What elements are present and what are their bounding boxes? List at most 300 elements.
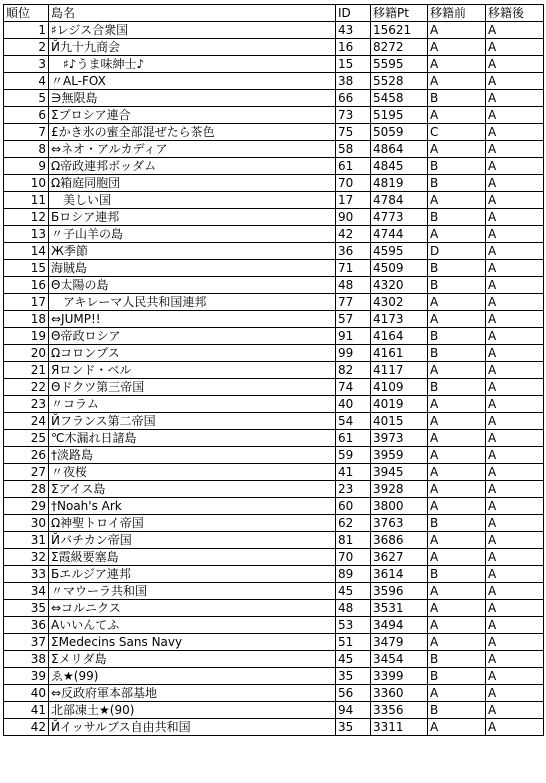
cell-after-transfer[interactable]: A xyxy=(486,158,544,175)
cell-before-transfer[interactable]: A xyxy=(428,498,486,515)
table-row[interactable] xyxy=(4,328,544,345)
cell-before-transfer[interactable]: A xyxy=(428,396,486,413)
cell-island-name[interactable]: アキレーマ人民共和国連邦 xyxy=(49,294,336,311)
cell-before-transfer[interactable]: A xyxy=(428,226,486,243)
cell-after-transfer[interactable]: A xyxy=(486,209,544,226)
cell-transfer-points[interactable]: 3596 xyxy=(371,583,428,600)
table-row[interactable] xyxy=(4,311,544,328)
cell-transfer-points[interactable]: 4015 xyxy=(371,413,428,430)
cell-before-transfer[interactable]: B xyxy=(428,260,486,277)
cell-id[interactable]: 59 xyxy=(336,447,371,464)
cell-before-transfer[interactable]: A xyxy=(428,549,486,566)
cell-before-transfer[interactable]: B xyxy=(428,345,486,362)
cell-transfer-points[interactable]: 4595 xyxy=(371,243,428,260)
cell-rank[interactable]: 6 xyxy=(4,107,49,124)
cell-before-transfer[interactable]: A xyxy=(428,22,486,39)
cell-rank[interactable]: 19 xyxy=(4,328,49,345)
cell-transfer-points[interactable]: 3686 xyxy=(371,532,428,549)
cell-transfer-points[interactable]: 4019 xyxy=(371,396,428,413)
cell-before-transfer[interactable]: A xyxy=(428,430,486,447)
cell-rank[interactable]: 23 xyxy=(4,396,49,413)
cell-before-transfer[interactable]: A xyxy=(428,141,486,158)
cell-rank[interactable]: 38 xyxy=(4,651,49,668)
cell-transfer-points[interactable]: 5595 xyxy=(371,56,428,73)
cell-id[interactable]: 99 xyxy=(336,345,371,362)
cell-id[interactable]: 35 xyxy=(336,719,371,736)
cell-after-transfer[interactable]: A xyxy=(486,600,544,617)
cell-transfer-points[interactable]: 4509 xyxy=(371,260,428,277)
cell-before-transfer[interactable]: A xyxy=(428,447,486,464)
cell-id[interactable]: 61 xyxy=(336,158,371,175)
header-island-name[interactable]: 島名 xyxy=(49,5,336,22)
cell-transfer-points[interactable]: 3800 xyxy=(371,498,428,515)
cell-id[interactable]: 62 xyxy=(336,515,371,532)
cell-after-transfer[interactable]: A xyxy=(486,294,544,311)
cell-after-transfer[interactable]: A xyxy=(486,192,544,209)
cell-id[interactable]: 51 xyxy=(336,634,371,651)
cell-id[interactable]: 42 xyxy=(336,226,371,243)
cell-island-name[interactable]: 北部凍土★(90) xyxy=(49,702,336,719)
cell-rank[interactable]: 26 xyxy=(4,447,49,464)
table-row[interactable] xyxy=(4,396,544,413)
cell-id[interactable]: 61 xyxy=(336,430,371,447)
cell-after-transfer[interactable]: A xyxy=(486,124,544,141)
cell-after-transfer[interactable]: A xyxy=(486,73,544,90)
cell-id[interactable]: 38 xyxy=(336,73,371,90)
cell-after-transfer[interactable]: A xyxy=(486,260,544,277)
table-row[interactable] xyxy=(4,243,544,260)
cell-island-name[interactable]: 〃子山羊の島 xyxy=(49,226,336,243)
cell-island-name[interactable]: Й九十九商会 xyxy=(49,39,336,56)
cell-rank[interactable]: 22 xyxy=(4,379,49,396)
cell-id[interactable]: 73 xyxy=(336,107,371,124)
cell-island-name[interactable]: ⇔ネオ・アルカディア xyxy=(49,141,336,158)
cell-transfer-points[interactable]: 4302 xyxy=(371,294,428,311)
cell-after-transfer[interactable]: A xyxy=(486,277,544,294)
header-before-transfer[interactable]: 移籍前 xyxy=(428,5,486,22)
cell-rank[interactable]: 29 xyxy=(4,498,49,515)
cell-rank[interactable]: 17 xyxy=(4,294,49,311)
cell-transfer-points[interactable]: 3454 xyxy=(371,651,428,668)
cell-island-name[interactable]: Σ霞級要塞島 xyxy=(49,549,336,566)
cell-rank[interactable]: 40 xyxy=(4,685,49,702)
table-row[interactable] xyxy=(4,413,544,430)
cell-id[interactable]: 89 xyxy=(336,566,371,583)
table-row[interactable] xyxy=(4,583,544,600)
header-id[interactable]: ID xyxy=(336,5,371,22)
cell-after-transfer[interactable]: A xyxy=(486,362,544,379)
cell-island-name[interactable]: ゑ★(99) xyxy=(49,668,336,685)
cell-island-name[interactable]: 美しい国 xyxy=(49,192,336,209)
cell-rank[interactable]: 30 xyxy=(4,515,49,532)
cell-transfer-points[interactable]: 3945 xyxy=(371,464,428,481)
cell-after-transfer[interactable]: A xyxy=(486,719,544,736)
cell-id[interactable]: 16 xyxy=(336,39,371,56)
cell-before-transfer[interactable]: A xyxy=(428,192,486,209)
cell-transfer-points[interactable]: 4784 xyxy=(371,192,428,209)
cell-island-name[interactable]: ΣMedecins Sans Navy xyxy=(49,634,336,651)
cell-island-name[interactable]: 〃マウーラ共和国 xyxy=(49,583,336,600)
cell-after-transfer[interactable]: A xyxy=(486,532,544,549)
cell-before-transfer[interactable]: A xyxy=(428,583,486,600)
cell-id[interactable]: 54 xyxy=(336,413,371,430)
table-row[interactable] xyxy=(4,175,544,192)
cell-before-transfer[interactable]: A xyxy=(428,311,486,328)
cell-id[interactable]: 66 xyxy=(336,90,371,107)
cell-transfer-points[interactable]: 4161 xyxy=(371,345,428,362)
cell-before-transfer[interactable]: A xyxy=(428,685,486,702)
cell-id[interactable]: 71 xyxy=(336,260,371,277)
cell-transfer-points[interactable]: 4320 xyxy=(371,277,428,294)
cell-island-name[interactable]: Ж季節 xyxy=(49,243,336,260)
table-row[interactable] xyxy=(4,600,544,617)
cell-after-transfer[interactable]: A xyxy=(486,498,544,515)
cell-rank[interactable]: 11 xyxy=(4,192,49,209)
cell-transfer-points[interactable]: 4173 xyxy=(371,311,428,328)
cell-before-transfer[interactable]: C xyxy=(428,124,486,141)
cell-after-transfer[interactable]: A xyxy=(486,243,544,260)
cell-island-name[interactable]: ♯レジス合衆国 xyxy=(49,22,336,39)
cell-after-transfer[interactable]: A xyxy=(486,430,544,447)
cell-before-transfer[interactable]: A xyxy=(428,39,486,56)
cell-after-transfer[interactable]: A xyxy=(486,447,544,464)
cell-island-name[interactable]: ⇔コルニクス xyxy=(49,600,336,617)
cell-rank[interactable]: 41 xyxy=(4,702,49,719)
cell-island-name[interactable]: Θ帝政ロシア xyxy=(49,328,336,345)
table-row[interactable] xyxy=(4,294,544,311)
cell-after-transfer[interactable]: A xyxy=(486,549,544,566)
cell-rank[interactable]: 31 xyxy=(4,532,49,549)
cell-rank[interactable]: 2 xyxy=(4,39,49,56)
cell-island-name[interactable]: ♯♪うま味紳士♪ xyxy=(49,56,336,73)
cell-id[interactable]: 82 xyxy=(336,362,371,379)
cell-rank[interactable]: 27 xyxy=(4,464,49,481)
cell-after-transfer[interactable]: A xyxy=(486,56,544,73)
cell-after-transfer[interactable]: A xyxy=(486,583,544,600)
cell-before-transfer[interactable]: A xyxy=(428,413,486,430)
cell-before-transfer[interactable]: A xyxy=(428,719,486,736)
cell-id[interactable]: 77 xyxy=(336,294,371,311)
cell-island-name[interactable]: Йバチカン帝国 xyxy=(49,532,336,549)
table-row[interactable] xyxy=(4,634,544,651)
cell-island-name[interactable]: Θ太陽の島 xyxy=(49,277,336,294)
cell-rank[interactable]: 39 xyxy=(4,668,49,685)
cell-transfer-points[interactable]: 5195 xyxy=(371,107,428,124)
cell-transfer-points[interactable]: 4109 xyxy=(371,379,428,396)
cell-rank[interactable]: 13 xyxy=(4,226,49,243)
cell-rank[interactable]: 32 xyxy=(4,549,49,566)
table-row[interactable] xyxy=(4,22,544,39)
cell-rank[interactable]: 37 xyxy=(4,634,49,651)
cell-id[interactable]: 94 xyxy=(336,702,371,719)
cell-after-transfer[interactable]: A xyxy=(486,175,544,192)
cell-island-name[interactable]: Aいいんてふ xyxy=(49,617,336,634)
cell-island-name[interactable]: ℃木漏れ日諸島 xyxy=(49,430,336,447)
cell-id[interactable]: 48 xyxy=(336,600,371,617)
cell-rank[interactable]: 1 xyxy=(4,22,49,39)
cell-after-transfer[interactable]: A xyxy=(486,396,544,413)
cell-id[interactable]: 17 xyxy=(336,192,371,209)
cell-before-transfer[interactable]: A xyxy=(428,481,486,498)
table-row[interactable] xyxy=(4,124,544,141)
cell-id[interactable]: 91 xyxy=(336,328,371,345)
table-row[interactable] xyxy=(4,379,544,396)
cell-rank[interactable]: 21 xyxy=(4,362,49,379)
cell-before-transfer[interactable]: B xyxy=(428,379,486,396)
table-row[interactable] xyxy=(4,158,544,175)
header-transfer-points[interactable]: 移籍Pt xyxy=(371,5,428,22)
cell-island-name[interactable]: 〃夜桜 xyxy=(49,464,336,481)
cell-transfer-points[interactable]: 5528 xyxy=(371,73,428,90)
table-row[interactable] xyxy=(4,73,544,90)
table-row[interactable] xyxy=(4,209,544,226)
cell-after-transfer[interactable]: A xyxy=(486,413,544,430)
cell-id[interactable]: 23 xyxy=(336,481,371,498)
cell-after-transfer[interactable]: A xyxy=(486,481,544,498)
table-row[interactable] xyxy=(4,719,544,736)
cell-rank[interactable]: 9 xyxy=(4,158,49,175)
cell-island-name[interactable]: Θドクツ第三帝国 xyxy=(49,379,336,396)
cell-rank[interactable]: 20 xyxy=(4,345,49,362)
cell-before-transfer[interactable]: A xyxy=(428,464,486,481)
cell-id[interactable]: 43 xyxy=(336,22,371,39)
cell-rank[interactable]: 7 xyxy=(4,124,49,141)
cell-after-transfer[interactable]: A xyxy=(486,39,544,56)
table-row[interactable] xyxy=(4,651,544,668)
cell-id[interactable]: 60 xyxy=(336,498,371,515)
table-row[interactable] xyxy=(4,90,544,107)
cell-before-transfer[interactable]: A xyxy=(428,294,486,311)
cell-id[interactable]: 45 xyxy=(336,583,371,600)
cell-transfer-points[interactable]: 3627 xyxy=(371,549,428,566)
cell-before-transfer[interactable]: B xyxy=(428,209,486,226)
cell-before-transfer[interactable]: A xyxy=(428,532,486,549)
table-row[interactable] xyxy=(4,617,544,634)
table-row[interactable] xyxy=(4,107,544,124)
cell-transfer-points[interactable]: 3311 xyxy=(371,719,428,736)
cell-island-name[interactable]: †Noah's Ark xyxy=(49,498,336,515)
cell-before-transfer[interactable]: B xyxy=(428,566,486,583)
cell-id[interactable]: 41 xyxy=(336,464,371,481)
cell-after-transfer[interactable]: A xyxy=(486,566,544,583)
cell-island-name[interactable]: 〃AL-FOX xyxy=(49,73,336,90)
cell-before-transfer[interactable]: B xyxy=(428,702,486,719)
cell-island-name[interactable]: Ω神聖トロイ帝国 xyxy=(49,515,336,532)
cell-island-name[interactable]: ∋無限島 xyxy=(49,90,336,107)
cell-rank[interactable]: 14 xyxy=(4,243,49,260)
cell-rank[interactable]: 28 xyxy=(4,481,49,498)
table-row[interactable] xyxy=(4,39,544,56)
cell-transfer-points[interactable]: 4819 xyxy=(371,175,428,192)
cell-before-transfer[interactable]: A xyxy=(428,107,486,124)
cell-id[interactable]: 75 xyxy=(336,124,371,141)
cell-id[interactable]: 15 xyxy=(336,56,371,73)
cell-transfer-points[interactable]: 3973 xyxy=(371,430,428,447)
cell-id[interactable]: 35 xyxy=(336,668,371,685)
table-row[interactable] xyxy=(4,141,544,158)
cell-transfer-points[interactable]: 3531 xyxy=(371,600,428,617)
table-row[interactable] xyxy=(4,260,544,277)
cell-after-transfer[interactable]: A xyxy=(486,107,544,124)
cell-after-transfer[interactable]: A xyxy=(486,328,544,345)
cell-after-transfer[interactable]: A xyxy=(486,22,544,39)
table-row[interactable] xyxy=(4,566,544,583)
cell-island-name[interactable]: Σメリダ島 xyxy=(49,651,336,668)
cell-id[interactable]: 40 xyxy=(336,396,371,413)
cell-transfer-points[interactable]: 4845 xyxy=(371,158,428,175)
cell-island-name[interactable]: ⇔反政府軍本部基地 xyxy=(49,685,336,702)
cell-id[interactable]: 53 xyxy=(336,617,371,634)
cell-transfer-points[interactable]: 3959 xyxy=(371,447,428,464)
cell-transfer-points[interactable]: 8272 xyxy=(371,39,428,56)
header-after-transfer[interactable]: 移籍後 xyxy=(486,5,544,22)
cell-island-name[interactable]: Бロシア連邦 xyxy=(49,209,336,226)
cell-id[interactable]: 74 xyxy=(336,379,371,396)
cell-before-transfer[interactable]: B xyxy=(428,175,486,192)
cell-island-name[interactable]: Яロンド・ベル xyxy=(49,362,336,379)
cell-transfer-points[interactable]: 3763 xyxy=(371,515,428,532)
cell-id[interactable]: 48 xyxy=(336,277,371,294)
cell-transfer-points[interactable]: 4744 xyxy=(371,226,428,243)
cell-before-transfer[interactable]: B xyxy=(428,328,486,345)
cell-before-transfer[interactable]: B xyxy=(428,277,486,294)
cell-id[interactable]: 81 xyxy=(336,532,371,549)
cell-before-transfer[interactable]: B xyxy=(428,90,486,107)
cell-rank[interactable]: 24 xyxy=(4,413,49,430)
cell-transfer-points[interactable]: 5059 xyxy=(371,124,428,141)
cell-rank[interactable]: 25 xyxy=(4,430,49,447)
table-row[interactable] xyxy=(4,447,544,464)
cell-rank[interactable]: 16 xyxy=(4,277,49,294)
cell-before-transfer[interactable]: A xyxy=(428,600,486,617)
cell-transfer-points[interactable]: 4864 xyxy=(371,141,428,158)
table-row[interactable] xyxy=(4,192,544,209)
cell-island-name[interactable]: 〃コラム xyxy=(49,396,336,413)
table-row[interactable] xyxy=(4,56,544,73)
cell-id[interactable]: 70 xyxy=(336,549,371,566)
cell-rank[interactable]: 18 xyxy=(4,311,49,328)
cell-island-name[interactable]: Σプロシア連合 xyxy=(49,107,336,124)
cell-transfer-points[interactable]: 3360 xyxy=(371,685,428,702)
cell-before-transfer[interactable]: A xyxy=(428,73,486,90)
cell-transfer-points[interactable]: 3928 xyxy=(371,481,428,498)
cell-transfer-points[interactable]: 3399 xyxy=(371,668,428,685)
cell-after-transfer[interactable]: A xyxy=(486,141,544,158)
cell-after-transfer[interactable]: A xyxy=(486,379,544,396)
cell-rank[interactable]: 33 xyxy=(4,566,49,583)
cell-before-transfer[interactable]: A xyxy=(428,362,486,379)
cell-before-transfer[interactable]: D xyxy=(428,243,486,260)
cell-rank[interactable]: 5 xyxy=(4,90,49,107)
cell-transfer-points[interactable]: 4164 xyxy=(371,328,428,345)
cell-transfer-points[interactable]: 5458 xyxy=(371,90,428,107)
cell-island-name[interactable]: 海賊島 xyxy=(49,260,336,277)
cell-after-transfer[interactable]: A xyxy=(486,311,544,328)
cell-transfer-points[interactable]: 3614 xyxy=(371,566,428,583)
table-row[interactable] xyxy=(4,464,544,481)
cell-before-transfer[interactable]: A xyxy=(428,634,486,651)
cell-id[interactable]: 90 xyxy=(336,209,371,226)
cell-after-transfer[interactable]: A xyxy=(486,651,544,668)
cell-id[interactable]: 56 xyxy=(336,685,371,702)
cell-island-name[interactable]: Йイッサルブス自由共和国 xyxy=(49,719,336,736)
cell-island-name[interactable]: Ωコロンブス xyxy=(49,345,336,362)
cell-after-transfer[interactable]: A xyxy=(486,685,544,702)
table-row[interactable] xyxy=(4,362,544,379)
cell-island-name[interactable]: Σアイス島 xyxy=(49,481,336,498)
cell-island-name[interactable]: ⇔JUMP!! xyxy=(49,311,336,328)
cell-island-name[interactable]: Йフランス第二帝国 xyxy=(49,413,336,430)
cell-before-transfer[interactable]: B xyxy=(428,651,486,668)
table-row[interactable] xyxy=(4,685,544,702)
cell-island-name[interactable]: †淡路島 xyxy=(49,447,336,464)
cell-island-name[interactable]: Ω箱庭同胞団 xyxy=(49,175,336,192)
table-row[interactable] xyxy=(4,277,544,294)
cell-transfer-points[interactable]: 3494 xyxy=(371,617,428,634)
table-row[interactable] xyxy=(4,532,544,549)
cell-after-transfer[interactable]: A xyxy=(486,464,544,481)
table-row[interactable] xyxy=(4,498,544,515)
cell-after-transfer[interactable]: A xyxy=(486,226,544,243)
cell-rank[interactable]: 35 xyxy=(4,600,49,617)
table-row[interactable] xyxy=(4,549,544,566)
cell-before-transfer[interactable]: B xyxy=(428,158,486,175)
cell-rank[interactable]: 42 xyxy=(4,719,49,736)
cell-before-transfer[interactable]: B xyxy=(428,668,486,685)
cell-rank[interactable]: 34 xyxy=(4,583,49,600)
table-row[interactable] xyxy=(4,668,544,685)
cell-island-name[interactable]: Бエルジア連邦 xyxy=(49,566,336,583)
cell-after-transfer[interactable]: A xyxy=(486,515,544,532)
cell-island-name[interactable]: Ω帝政連邦ボッダム xyxy=(49,158,336,175)
cell-before-transfer[interactable]: B xyxy=(428,515,486,532)
cell-id[interactable]: 58 xyxy=(336,141,371,158)
cell-before-transfer[interactable]: A xyxy=(428,617,486,634)
cell-rank[interactable]: 36 xyxy=(4,617,49,634)
cell-transfer-points[interactable]: 4773 xyxy=(371,209,428,226)
cell-id[interactable]: 45 xyxy=(336,651,371,668)
cell-after-transfer[interactable]: A xyxy=(486,617,544,634)
table-row[interactable] xyxy=(4,226,544,243)
table-row[interactable] xyxy=(4,702,544,719)
header-rank[interactable]: 順位 xyxy=(4,5,49,22)
cell-id[interactable]: 36 xyxy=(336,243,371,260)
cell-after-transfer[interactable]: A xyxy=(486,702,544,719)
cell-after-transfer[interactable]: A xyxy=(486,345,544,362)
cell-rank[interactable]: 12 xyxy=(4,209,49,226)
cell-transfer-points[interactable]: 3479 xyxy=(371,634,428,651)
cell-id[interactable]: 70 xyxy=(336,175,371,192)
cell-after-transfer[interactable]: A xyxy=(486,668,544,685)
cell-before-transfer[interactable]: A xyxy=(428,56,486,73)
cell-after-transfer[interactable]: A xyxy=(486,90,544,107)
cell-rank[interactable]: 4 xyxy=(4,73,49,90)
cell-island-name[interactable]: £かき氷の蜜全部混ぜたら茶色 xyxy=(49,124,336,141)
cell-rank[interactable]: 10 xyxy=(4,175,49,192)
table-row[interactable] xyxy=(4,481,544,498)
table-row[interactable] xyxy=(4,515,544,532)
table-row[interactable] xyxy=(4,430,544,447)
cell-rank[interactable]: 15 xyxy=(4,260,49,277)
cell-rank[interactable]: 8 xyxy=(4,141,49,158)
cell-id[interactable]: 57 xyxy=(336,311,371,328)
table-row[interactable] xyxy=(4,345,544,362)
cell-transfer-points[interactable]: 15621 xyxy=(371,22,428,39)
cell-transfer-points[interactable]: 4117 xyxy=(371,362,428,379)
cell-rank[interactable]: 3 xyxy=(4,56,49,73)
cell-after-transfer[interactable]: A xyxy=(486,634,544,651)
cell-transfer-points[interactable]: 3356 xyxy=(371,702,428,719)
